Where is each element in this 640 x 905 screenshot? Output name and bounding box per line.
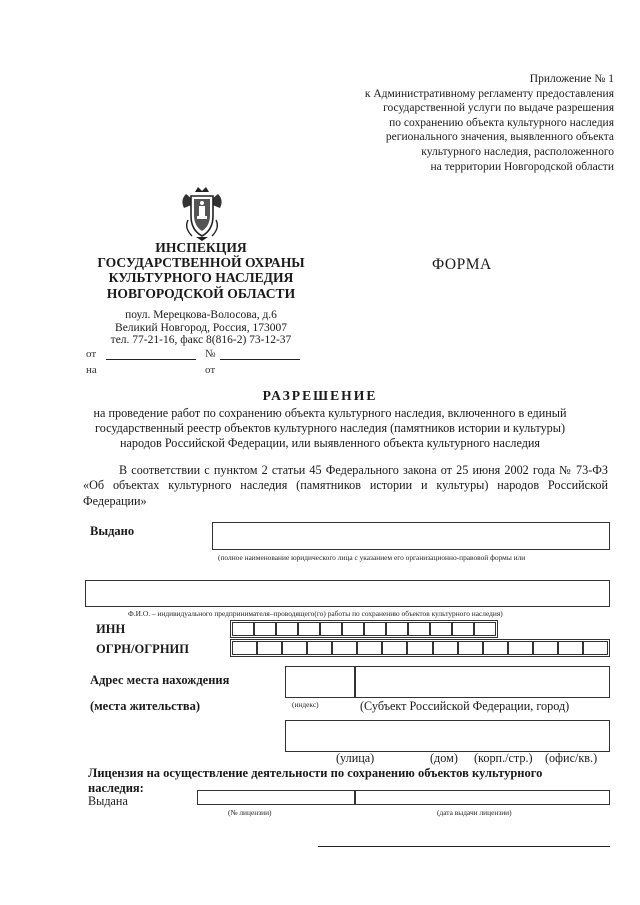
digit-cell[interactable]: [258, 642, 283, 654]
organization-name: [70, 240, 332, 301]
digit-cell[interactable]: [453, 623, 475, 635]
subtitle-line: государственный реестр объектов культурного наследия (памятников истории и культуры): [95, 421, 565, 436]
digit-cell[interactable]: [233, 623, 255, 635]
building-caption: (корп./стр.): [474, 751, 533, 765]
issued-label: Выдано: [90, 524, 135, 538]
street-address-field[interactable]: [285, 720, 610, 752]
organization-name-line: КУЛЬТУРНОГО НАСЛЕДИЯ: [108, 270, 294, 286]
license-date-field[interactable]: [355, 790, 610, 805]
ogrn-cells[interactable]: [230, 639, 610, 657]
license-heading: Лицензия на осуществление деятельности по сохранению объектов культурного наследия:: [88, 766, 543, 795]
region-caption: (Субъект Российской Федерации, город): [360, 699, 570, 713]
digit-cell[interactable]: [233, 642, 258, 654]
address-line: Великий Новгород, Россия, 173007: [115, 321, 287, 334]
digit-cell[interactable]: [431, 623, 453, 635]
digit-cell[interactable]: [358, 642, 383, 654]
ogrn-label: ОГРН/ОГРНИП: [96, 642, 189, 656]
appendix-line: культурного наследия, расположенного: [421, 145, 614, 158]
residence-label: (места жительства): [90, 699, 201, 713]
digit-cell[interactable]: [299, 623, 321, 635]
issued-to-field-2[interactable]: [85, 580, 610, 607]
digit-cell[interactable]: [333, 642, 358, 654]
digit-cell[interactable]: [283, 642, 308, 654]
digit-cell[interactable]: [255, 623, 277, 635]
reg-number-label: №: [205, 348, 216, 360]
region-city-field[interactable]: [355, 666, 610, 698]
digit-cell[interactable]: [409, 623, 431, 635]
appendix-line: на территории Новгородской области: [430, 160, 614, 173]
inn-cells[interactable]: [230, 620, 498, 638]
reg-date-field[interactable]: [106, 359, 196, 360]
digit-cell[interactable]: [434, 642, 459, 654]
organization-address: [70, 309, 332, 347]
reg-number-field[interactable]: [220, 359, 300, 360]
digit-cell[interactable]: [277, 623, 299, 635]
legal-basis-paragraph: В соответствии с пунктом 2 статьи 45 Федерального закона от 25 июня 2002 года № 73-ФЗ «Об объектах культурного наследия (памятников истории и культуры) народов Российской Федерации»: [83, 463, 608, 508]
subtitle-line: народов Российской Федерации, или выявленного объекта культурного наследия: [119, 436, 541, 451]
digit-cell[interactable]: [484, 642, 509, 654]
issued-to-field[interactable]: [212, 522, 610, 550]
issued-caption-1: (полное наименование юридического лица с указанием его организационно-правовой формы или: [218, 553, 526, 562]
digit-cell[interactable]: [509, 642, 534, 654]
reg-from2-label: от: [205, 364, 216, 376]
coat-of-arms-icon: [178, 186, 226, 242]
address-line: тел. 77-21-16, факс 8(816-2) 73-12-37: [110, 334, 292, 347]
digit-cell[interactable]: [459, 642, 484, 654]
postal-index-field[interactable]: [285, 666, 355, 698]
digit-cell[interactable]: [365, 623, 387, 635]
digit-cell[interactable]: [321, 623, 343, 635]
signature-line[interactable]: [318, 846, 610, 847]
document-subtitle: [80, 406, 580, 452]
digit-cell[interactable]: [534, 642, 559, 654]
appendix-note: [284, 72, 614, 174]
license-number-caption: (№ лицензии): [228, 808, 272, 817]
address-line: поул. Мерецкова-Волосова, д.6: [125, 309, 277, 321]
digit-cell[interactable]: [308, 642, 333, 654]
issued-caption-2: Ф.И.О. – индивидуального предпринимателя–проводящего(го) работы по сохранению объектов культурного наследия): [128, 609, 503, 618]
license-date-caption: (дата выдачи лицензии): [437, 808, 512, 817]
street-caption: (улица): [336, 751, 375, 765]
digit-cell[interactable]: [343, 623, 365, 635]
organization-name-line: ИНСПЕКЦИЯ: [155, 240, 247, 255]
document-title: РАЗРЕШЕНИЕ: [262, 388, 378, 403]
organization-name-line: НОВГОРОДСКОЙ ОБЛАСТИ: [106, 285, 296, 301]
license-number-field[interactable]: [197, 790, 355, 805]
appendix-line: регионального значения, выявленного объекта: [385, 131, 614, 144]
house-caption: (дом): [430, 751, 458, 765]
inn-label: ИНН: [96, 622, 126, 636]
office-caption: (офис/кв.): [545, 751, 598, 765]
reg-from-label: от: [86, 348, 97, 360]
index-caption: (индекс): [292, 700, 319, 709]
organization-name-line: ГОСУДАРСТВЕННОЙ ОХРАНЫ: [97, 255, 305, 271]
digit-cell[interactable]: [584, 642, 607, 654]
digit-cell[interactable]: [475, 623, 495, 635]
form-label: ФОРМА: [432, 256, 492, 273]
digit-cell[interactable]: [408, 642, 433, 654]
appendix-line: по сохранению объекта культурного наследия: [389, 116, 614, 129]
appendix-line: государственной услуги по выдаче разрешения: [383, 102, 614, 115]
digit-cell[interactable]: [387, 623, 409, 635]
reg-on-label: на: [86, 364, 97, 376]
digit-cell[interactable]: [383, 642, 408, 654]
subtitle-line: на проведение работ по сохранению объекта культурного наследия, включенного в единый: [93, 406, 567, 420]
license-issued-label: Выдана: [88, 794, 128, 808]
appendix-line: к Административному регламенту предоставления: [364, 87, 614, 100]
address-label: Адрес места нахождения: [90, 673, 230, 687]
digit-cell[interactable]: [559, 642, 584, 654]
appendix-line: Приложение № 1: [529, 73, 614, 85]
